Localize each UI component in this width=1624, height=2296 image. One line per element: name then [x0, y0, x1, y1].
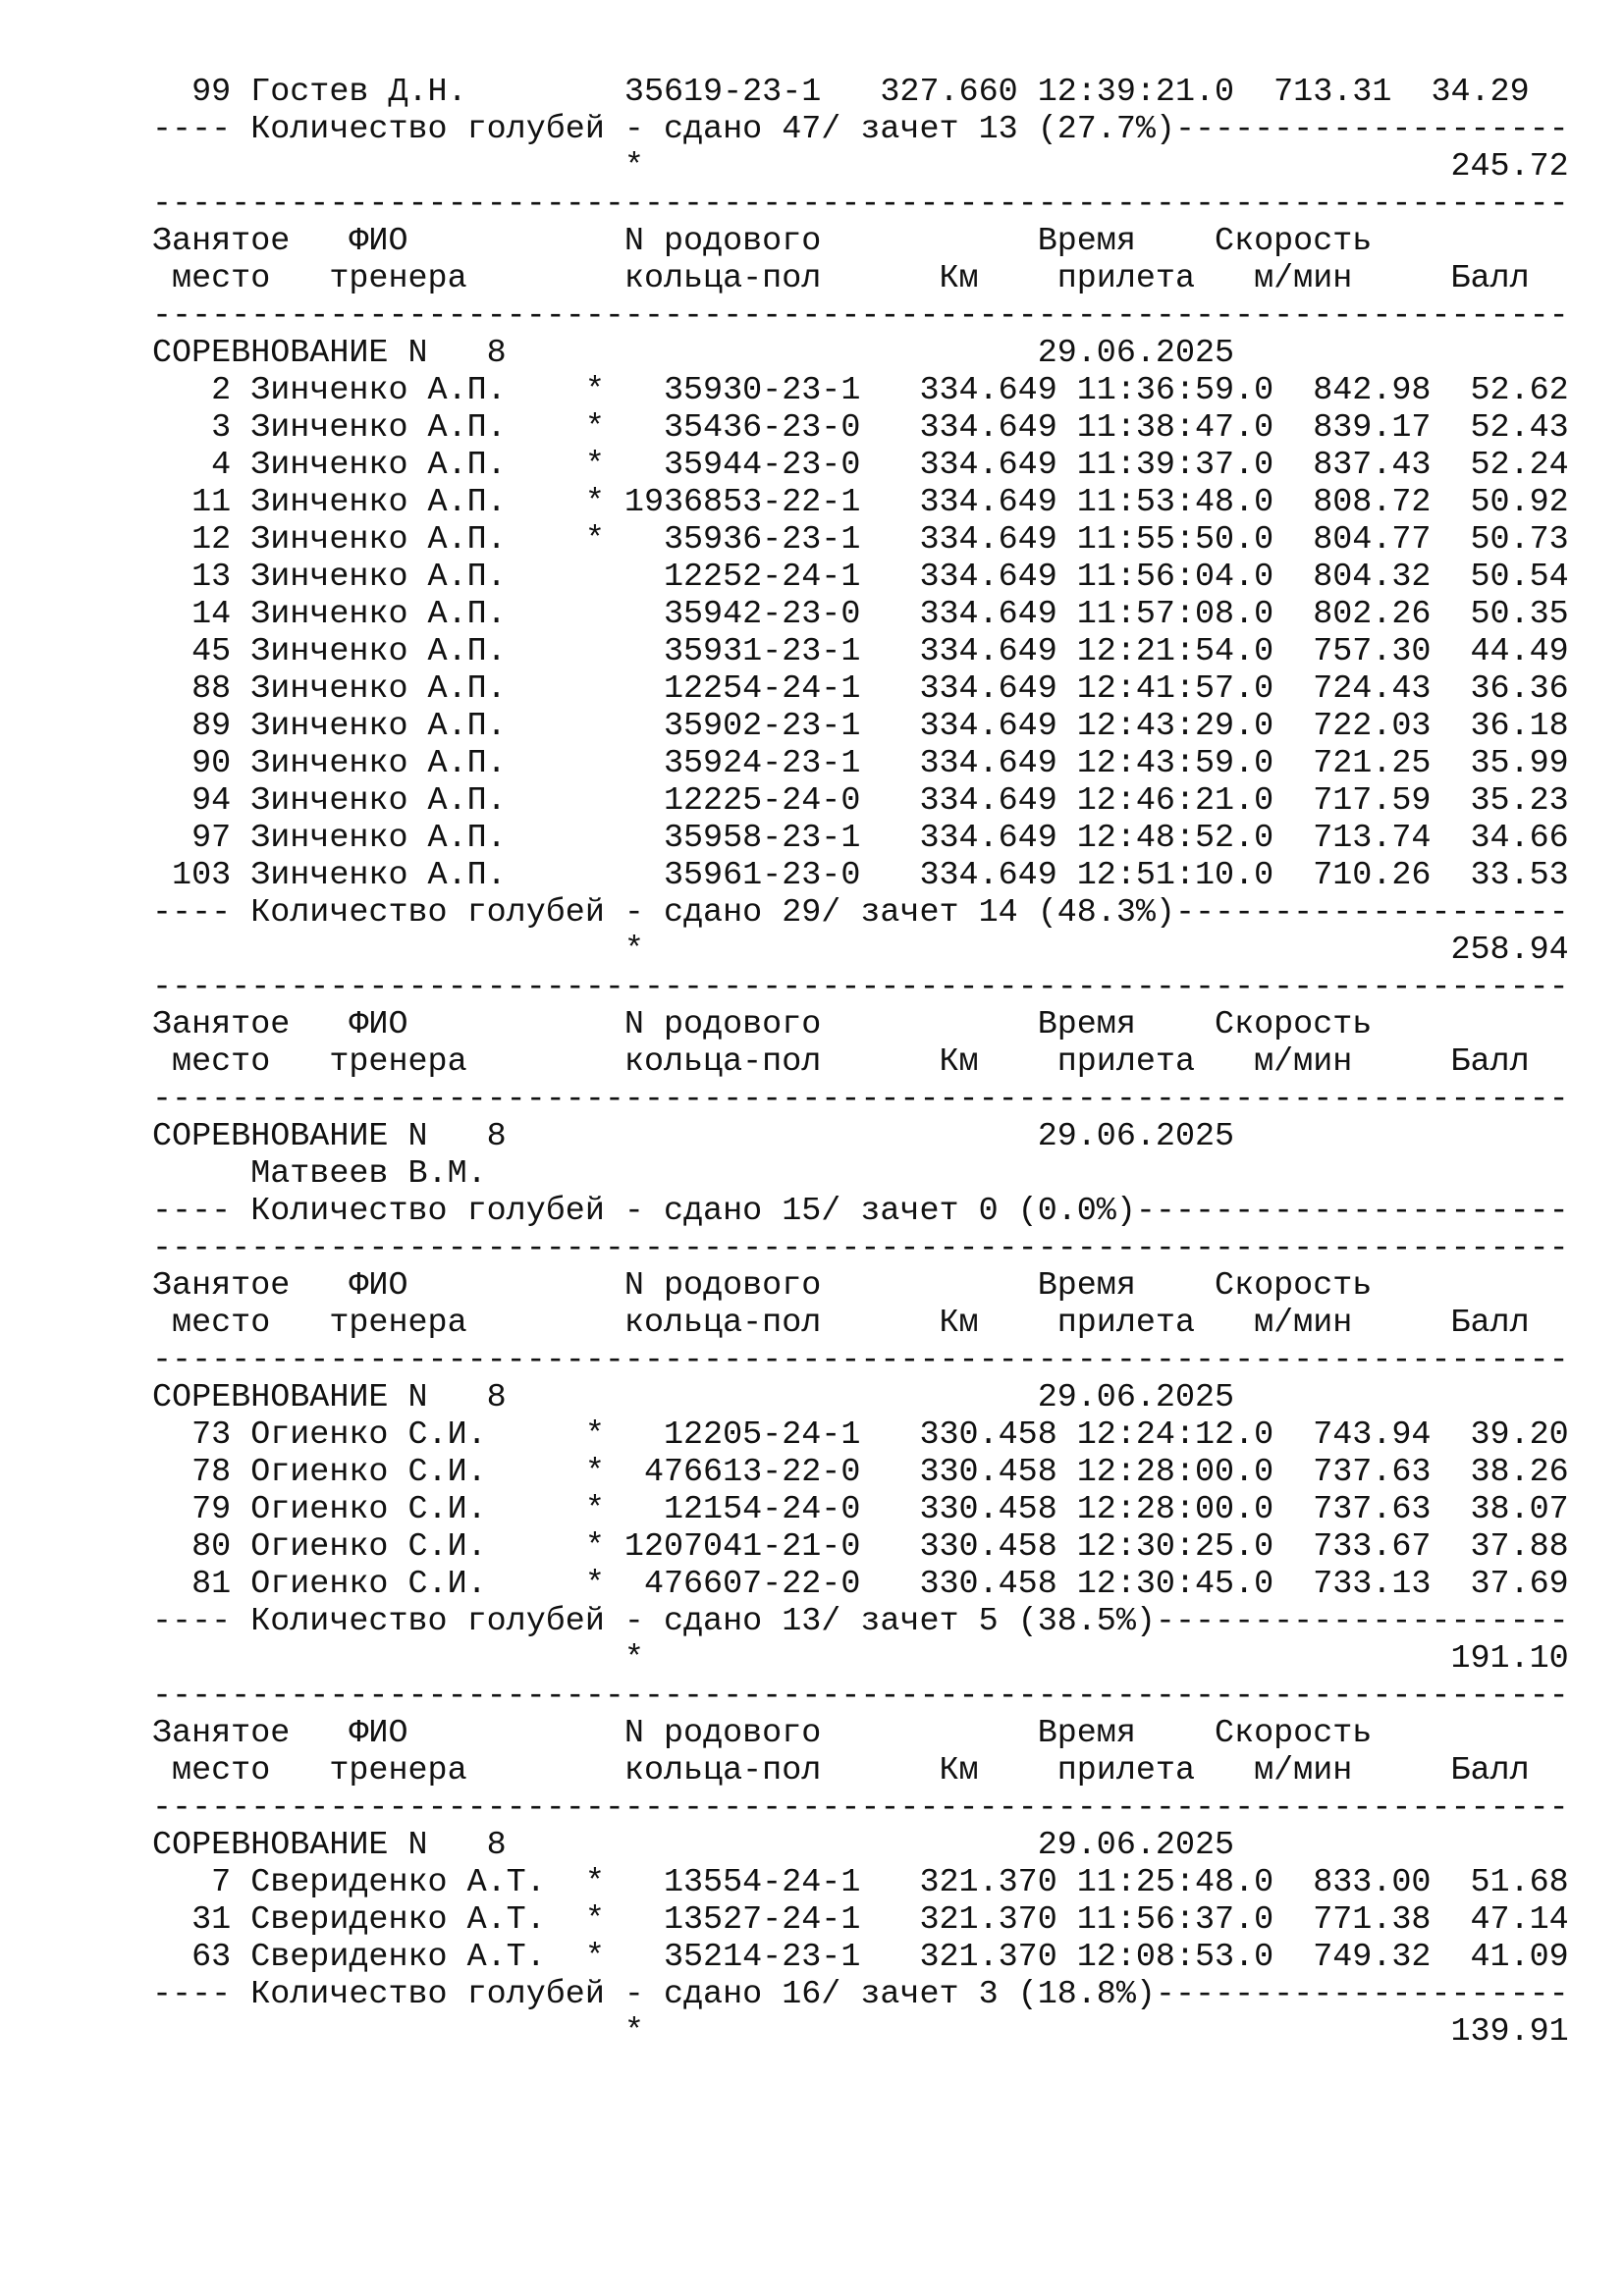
text-line: 4 Зинченко А.П. * 35944-23-0 334.649 11:39:37.0 837.43 52.24: [152, 447, 1569, 484]
text-line: СОРЕВНОВАНИЕ N 8 29.06.2025: [152, 335, 1235, 372]
text-line: 73 Огиенко С.И. * 12205-24-1 330.458 12:24:12.0 743.94 39.20: [152, 1416, 1569, 1454]
text-line: 2 Зинченко А.П. * 35930-23-1 334.649 11:36:59.0 842.98 52.62: [152, 372, 1569, 409]
text-line: ---- Количество голубей - сдано 13/ зачет 5 (38.5%)---------------------: [152, 1603, 1569, 1640]
text-line: ---- Количество голубей - сдано 29/ зачет 14 (48.3%)--------------------: [152, 894, 1569, 932]
text-line: 80 Огиенко С.И. * 1207041-21-0 330.458 12:30:25.0 733.67 37.88: [152, 1528, 1569, 1566]
text-line: ------------------------------------------------------------------------: [152, 1230, 1569, 1267]
results-document: [152, 74, 1586, 2051]
text-line: 94 Зинченко А.П. 12225-24-0 334.649 12:46:21.0 717.59 35.23: [152, 782, 1569, 820]
text-line: * 258.94: [152, 932, 1569, 969]
text-line: СОРЕВНОВАНИЕ N 8 29.06.2025: [152, 1379, 1235, 1416]
text-line: 11 Зинченко А.П. * 1936853-22-1 334.649 11:53:48.0 808.72 50.92: [152, 484, 1569, 521]
text-line: 14 Зинченко А.П. 35942-23-0 334.649 11:57:08.0 802.26 50.35: [152, 596, 1569, 633]
text-line: ------------------------------------------------------------------------: [152, 1342, 1569, 1379]
text-line: 7 Свериденко А.Т. * 13554-24-1 321.370 11:25:48.0 833.00 51.68: [152, 1864, 1569, 1901]
text-line: ------------------------------------------------------------------------: [152, 1678, 1569, 1715]
text-line: СОРЕВНОВАНИЕ N 8 29.06.2025: [152, 1827, 1235, 1864]
text-line: 31 Свериденко А.Т. * 13527-24-1 321.370 11:56:37.0 771.38 47.14: [152, 1901, 1569, 1939]
text-line: 88 Зинченко А.П. 12254-24-1 334.649 12:41:57.0 724.43 36.36: [152, 670, 1569, 708]
text-line: Занятое ФИО N родового Время Скорость: [152, 1267, 1373, 1305]
text-line: 89 Зинченко А.П. 35902-23-1 334.649 12:43:29.0 722.03 36.18: [152, 708, 1569, 745]
text-line: ------------------------------------------------------------------------: [152, 297, 1569, 335]
text-line: * 245.72: [152, 148, 1569, 186]
text-line: * 191.10: [152, 1640, 1569, 1678]
text-line: 78 Огиенко С.И. * 476613-22-0 330.458 12:28:00.0 737.63 38.26: [152, 1454, 1569, 1491]
text-line: 63 Свериденко А.Т. * 35214-23-1 321.370 12:08:53.0 749.32 41.09: [152, 1939, 1569, 1976]
text-line: место тренера кольца-пол Км прилета м/мин Балл: [152, 1752, 1530, 1789]
text-line: ------------------------------------------------------------------------: [152, 1081, 1569, 1118]
text-line: 90 Зинченко А.П. 35924-23-1 334.649 12:43:59.0 721.25 35.99: [152, 745, 1569, 782]
text-line: ------------------------------------------------------------------------: [152, 1789, 1569, 1827]
text-line: * 139.91: [152, 2013, 1569, 2051]
text-line: 99 Гостев Д.Н. 35619-23-1 327.660 12:39:21.0 713.31 34.29: [152, 74, 1530, 111]
text-line: ------------------------------------------------------------------------: [152, 186, 1569, 223]
text-line: Занятое ФИО N родового Время Скорость: [152, 223, 1373, 260]
text-line: 103 Зинченко А.П. 35961-23-0 334.649 12:51:10.0 710.26 33.53: [152, 857, 1569, 894]
text-line: место тренера кольца-пол Км прилета м/мин Балл: [152, 260, 1530, 297]
text-line: 97 Зинченко А.П. 35958-23-1 334.649 12:48:52.0 713.74 34.66: [152, 820, 1569, 857]
text-line: ---- Количество голубей - сдано 15/ зачет 0 (0.0%)----------------------: [152, 1193, 1569, 1230]
text-line: место тренера кольца-пол Км прилета м/мин Балл: [152, 1043, 1530, 1081]
text-line: ---- Количество голубей - сдано 47/ зачет 13 (27.7%)--------------------: [152, 111, 1569, 148]
text-line: 3 Зинченко А.П. * 35436-23-0 334.649 11:38:47.0 839.17 52.43: [152, 409, 1569, 447]
text-line: место тренера кольца-пол Км прилета м/мин Балл: [152, 1305, 1530, 1342]
text-line: 13 Зинченко А.П. 12252-24-1 334.649 11:56:04.0 804.32 50.54: [152, 559, 1569, 596]
text-line: Матвеев В.М.: [152, 1155, 487, 1193]
text-line: 12 Зинченко А.П. * 35936-23-1 334.649 11:55:50.0 804.77 50.73: [152, 521, 1569, 559]
text-line: 81 Огиенко С.И. * 476607-22-0 330.458 12:30:45.0 733.13 37.69: [152, 1566, 1569, 1603]
text-line: Занятое ФИО N родового Время Скорость: [152, 1006, 1373, 1043]
text-line: 79 Огиенко С.И. * 12154-24-0 330.458 12:28:00.0 737.63 38.07: [152, 1491, 1569, 1528]
text-line: 45 Зинченко А.П. 35931-23-1 334.649 12:21:54.0 757.30 44.49: [152, 633, 1569, 670]
text-line: СОРЕВНОВАНИЕ N 8 29.06.2025: [152, 1118, 1235, 1155]
text-line: ---- Количество голубей - сдано 16/ зачет 3 (18.8%)---------------------: [152, 1976, 1569, 2013]
text-line: ------------------------------------------------------------------------: [152, 969, 1569, 1006]
text-line: Занятое ФИО N родового Время Скорость: [152, 1715, 1373, 1752]
